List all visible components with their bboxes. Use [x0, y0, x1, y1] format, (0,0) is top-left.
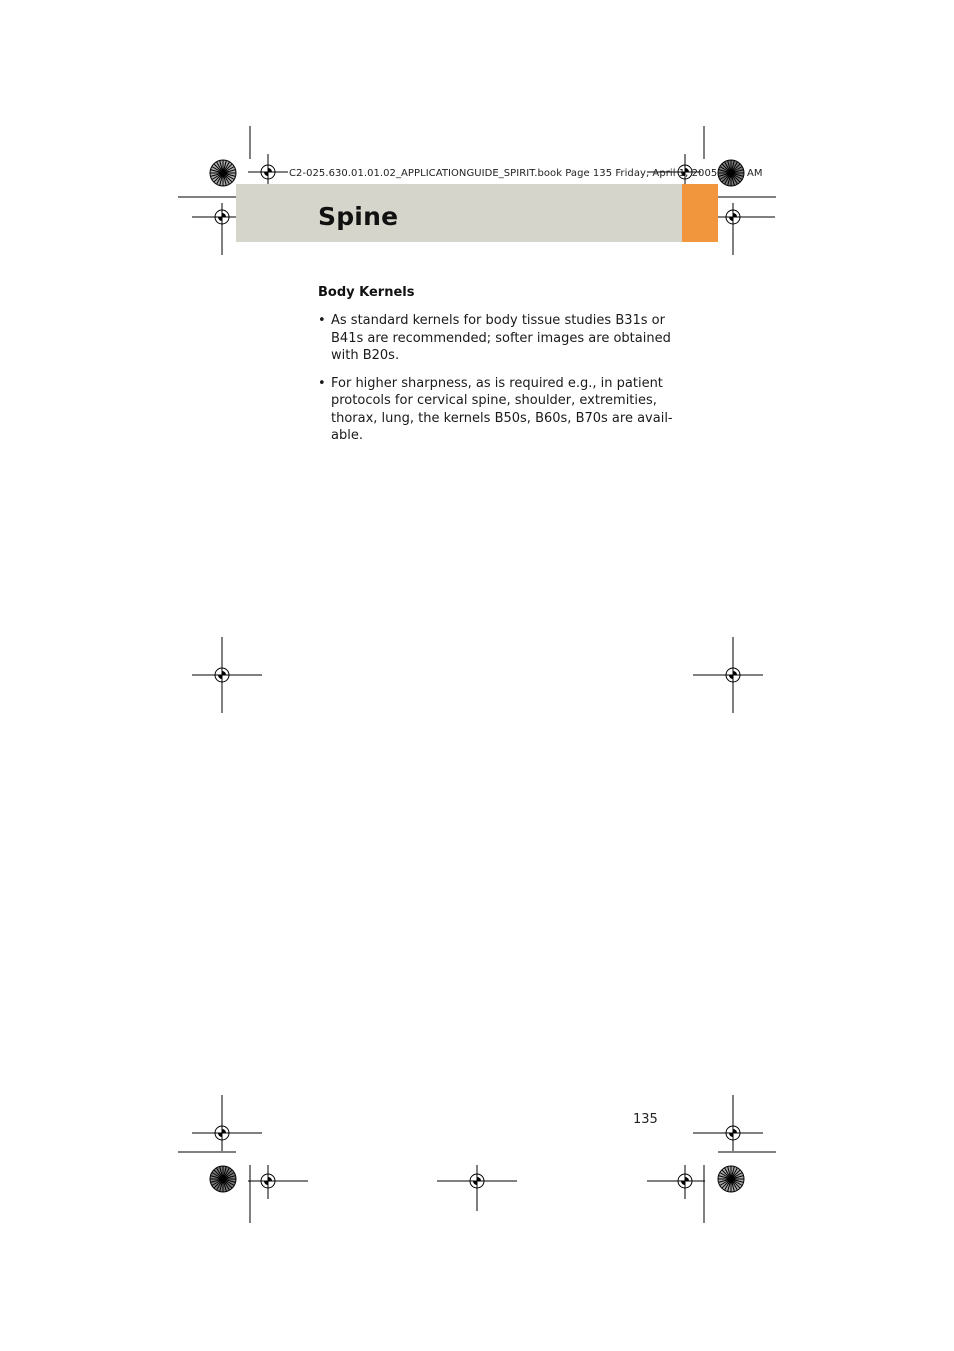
registration-target-quadrant [729, 217, 733, 221]
registration-target-quadrant [222, 213, 226, 217]
bullet-dot: • [318, 313, 326, 328]
bullet-line: able. [331, 428, 363, 443]
page-number: 135 [633, 1112, 658, 1127]
registration-target-quadrant [264, 172, 268, 176]
registration-target-quadrant [264, 1181, 268, 1185]
chapter-title: Spine [318, 202, 399, 231]
bullet-list [318, 312, 673, 455]
registration-target-quadrant [729, 1133, 733, 1137]
registration-target-quadrant [222, 671, 226, 675]
registration-target-quadrant [218, 675, 222, 679]
registration-target-quadrant [268, 168, 272, 172]
registration-target-quadrant [218, 217, 222, 221]
registration-target-quadrant [222, 1129, 226, 1133]
registration-target-quadrant [729, 675, 733, 679]
print-slug [289, 167, 763, 180]
registration-target-quadrant [733, 671, 737, 675]
print-slug-file-info: C2-025.630.01.01.02_APPLICATIONGUIDE_SPIRIT.book Page 135 Friday, April 1, 2005 [289, 168, 718, 179]
bullet-line: thorax, lung, the kernels B50s, B60s, B70s are avail- [331, 410, 673, 426]
section-heading: Body Kernels [318, 285, 415, 300]
bullet-dot: • [318, 375, 326, 391]
chapter-header-band [236, 184, 682, 242]
bullet-line: As standard kernels for body tissue studies B31s or [331, 313, 665, 328]
registration-target-quadrant [473, 1181, 477, 1185]
bullet-item [318, 312, 671, 365]
chapter-color-tab [682, 184, 718, 242]
bullet-item [318, 375, 673, 445]
registration-target-quadrant [681, 1181, 685, 1185]
registration-target-quadrant [733, 213, 737, 217]
registration-target-quadrant [733, 1129, 737, 1133]
print-slug-time: AM [747, 168, 763, 179]
registration-target-quadrant [268, 1177, 272, 1181]
bullet-line: B41s are recommended; softer images are obtained [331, 330, 671, 346]
bullet-line: with B20s. [331, 348, 400, 363]
registration-target-quadrant [218, 1133, 222, 1137]
registration-target-quadrant [685, 1177, 689, 1181]
registration-target-quadrant [477, 1177, 481, 1181]
bullet-line: For higher sharpness, as is required e.g., in patient [331, 375, 663, 391]
bullet-line: protocols for cervical spine, shoulder, extremities, [331, 393, 657, 408]
